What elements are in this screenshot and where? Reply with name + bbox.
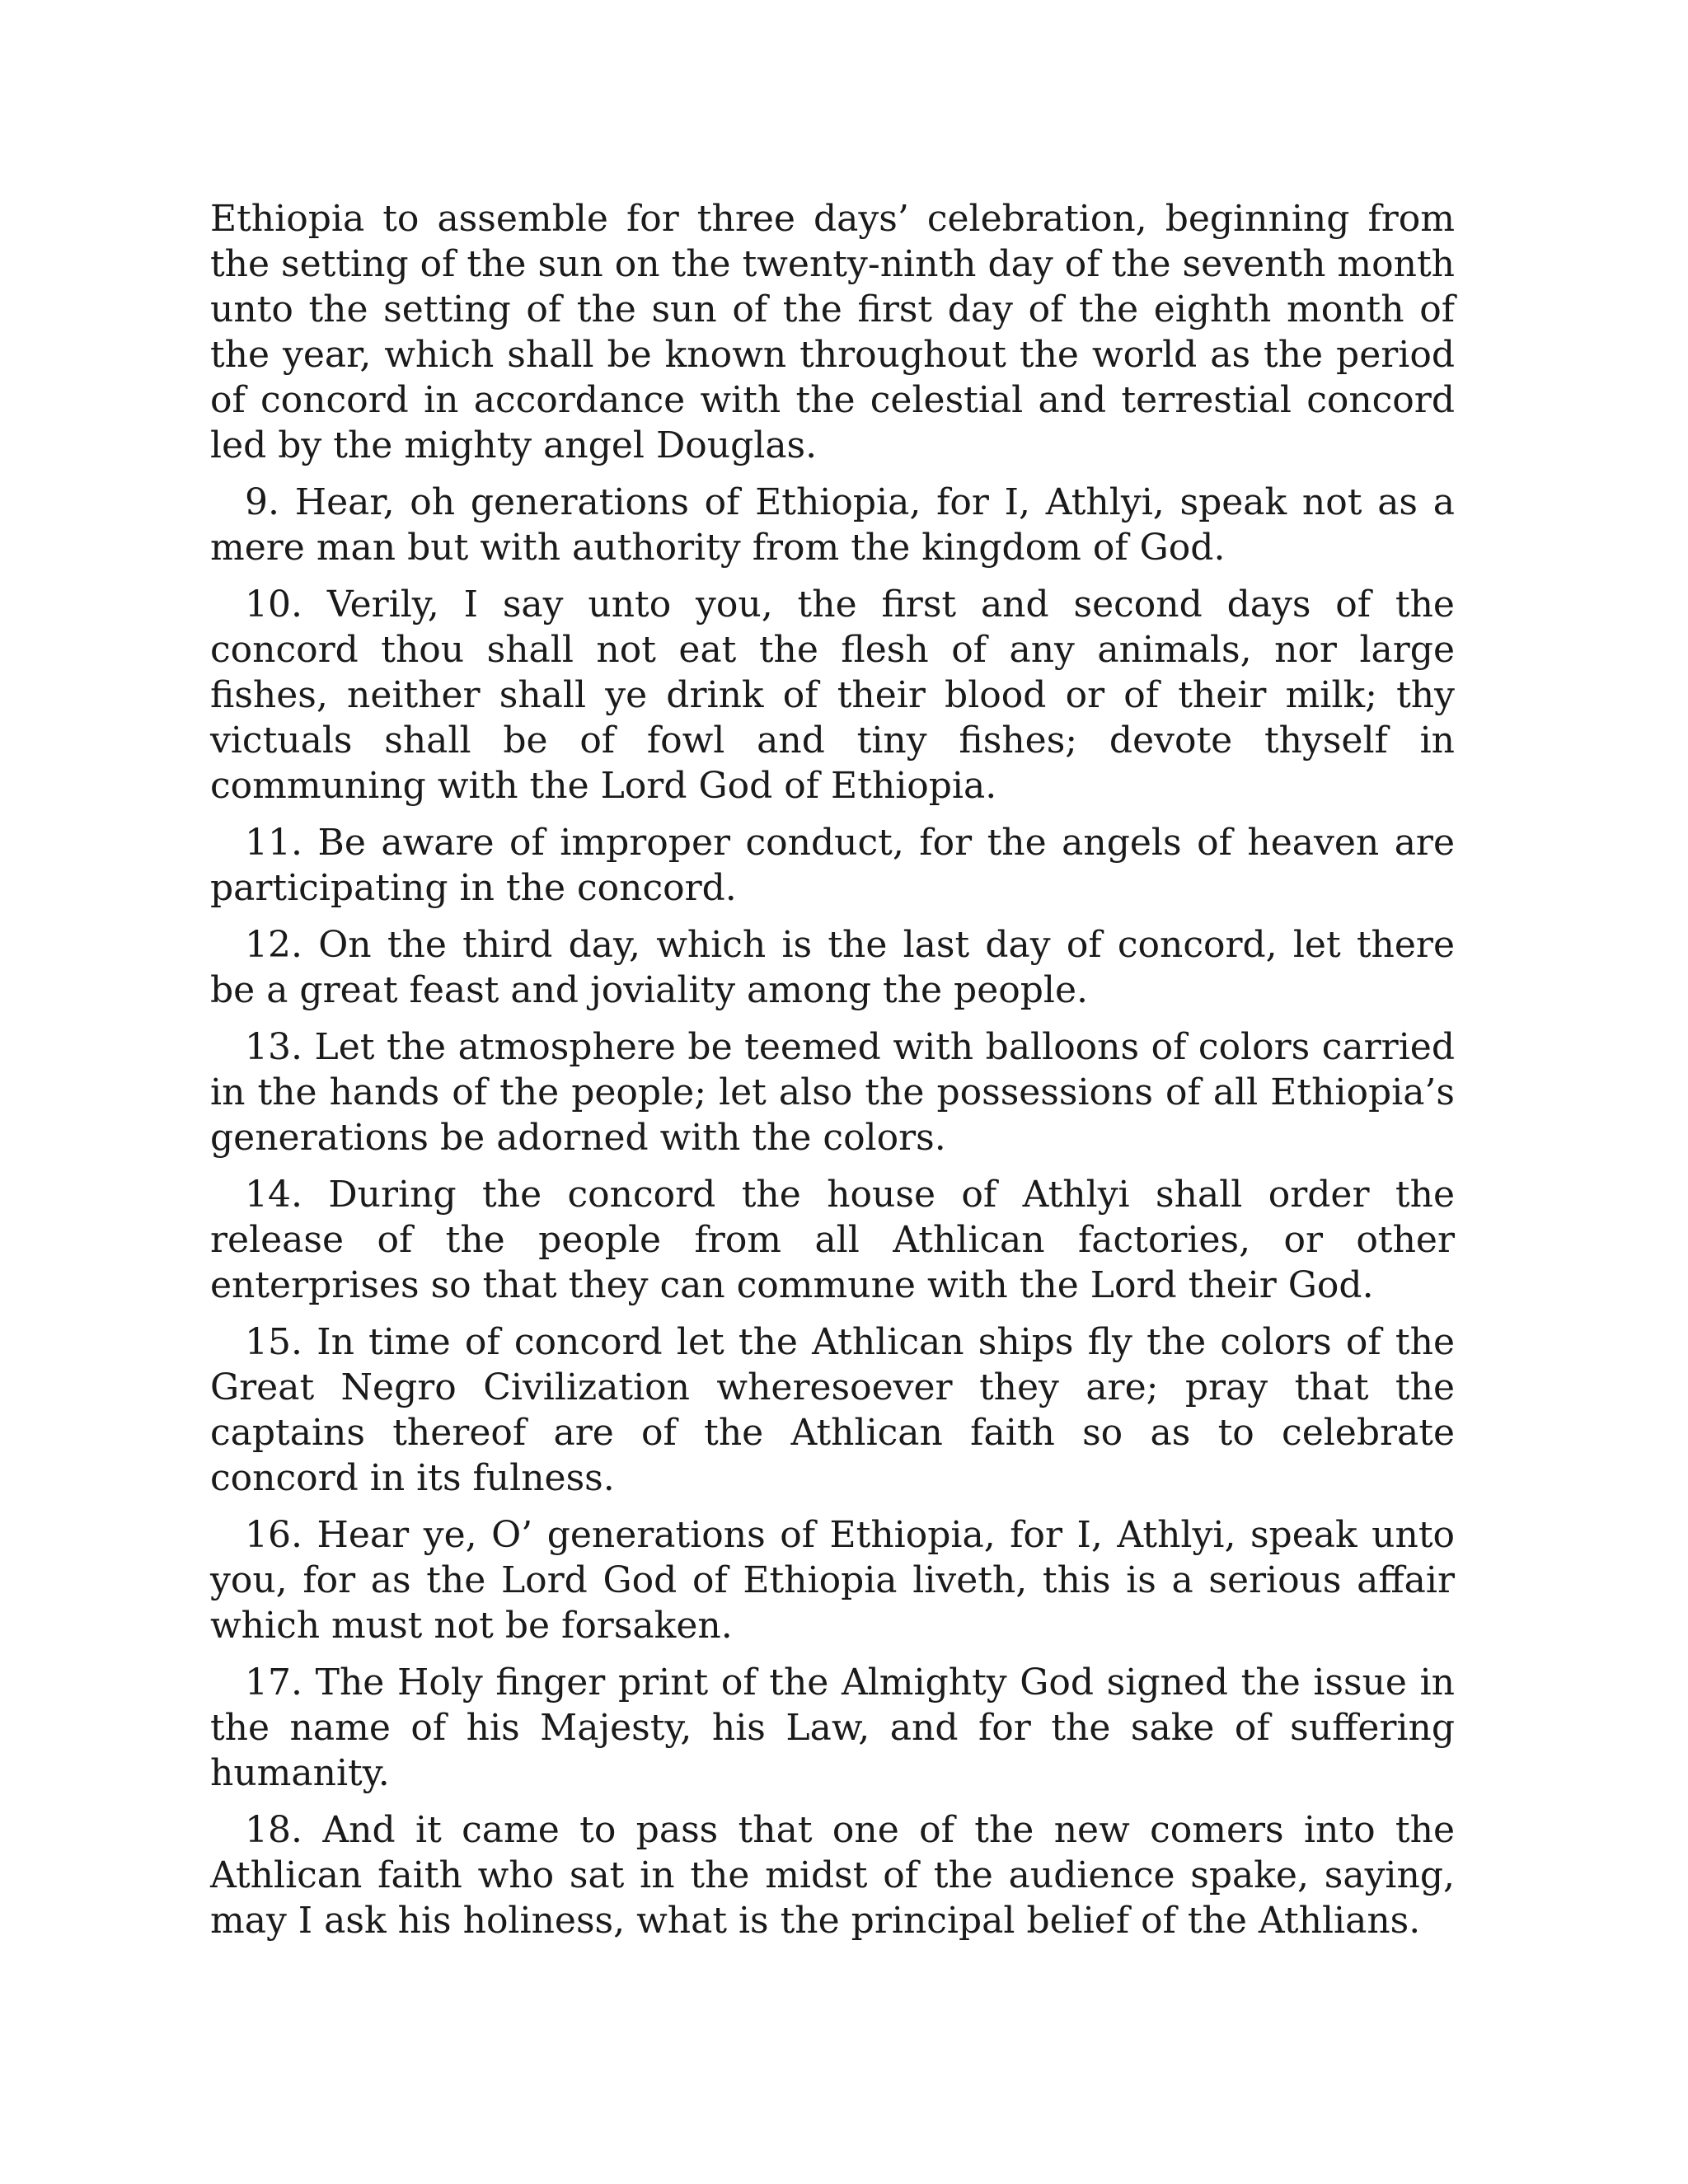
- verse-text: Verily, I say unto you, the first and second days of the concord thou shall not eat the flesh of any animals, nor large fishes, neither shall ye drink of their blood or of their milk; thy victuals shall be of fowl and tiny fishes; devote thyself in communing with the Lord God of Ethiopia.: [210, 583, 1455, 807]
- verse-text: The Holy finger print of the Almighty God signed the issue in the name of his Majesty, his Law, and for the sake of suffering humanity.: [210, 1661, 1456, 1794]
- verse-text: Hear ye, O’ generations of Ethiopia, for I, Athlyi, speak unto you, for as the Lord God of Ethiopia liveth, this is a serious affair which must not be forsaken.: [210, 1514, 1455, 1647]
- verse-number: 14.: [245, 1174, 302, 1216]
- verse-text: In time of concord let the Athlican ships fly the colors of the Great Negro Civilization wheresoever they are; pray that the captains thereof are of the Athlican faith so as to celebrate concord in its fulness.: [210, 1321, 1455, 1499]
- verse-10: [210, 582, 1455, 808]
- verse-number: 13.: [245, 1026, 302, 1068]
- verse-text: Let the atmosphere be teemed with balloons of colors carried in the hands of the people; let also the possessions of all Ethiopia’s generations be adorned with the colors.: [210, 1026, 1455, 1159]
- verse-13: [210, 1024, 1455, 1160]
- verse-text: And it came to pass that one of the new comers into the Athlican faith who sat in the midst of the audience spake, saying, may I ask his holiness, what is the principal belief of the Athlians.: [210, 1809, 1455, 1942]
- verse-11: [210, 820, 1455, 911]
- verse-9: [210, 480, 1455, 570]
- verse-text: Be aware of improper conduct, for the angels of heaven are participating in the concord.: [210, 822, 1455, 909]
- paragraph-text: Ethiopia to assemble for three days’ celebration, beginning from the setting of the sun on the twenty-ninth day of the seventh month unto the setting of the sun of the first day of the eighth month of the year, which shall be known throughout the world as the period of concord in accordance with the celestial and terrestial concord led by the mighty angel Douglas.: [210, 198, 1455, 466]
- verse-number: 15.: [245, 1321, 302, 1363]
- verse-text: During the concord the house of Athlyi shall order the release of the people from all Athlican factories, or other enterprises so that they can commune with the Lord their God.: [210, 1174, 1455, 1306]
- verse-16: [210, 1512, 1455, 1648]
- verse-15: [210, 1319, 1455, 1501]
- verse-14: [210, 1172, 1455, 1308]
- verse-18: [210, 1807, 1455, 1943]
- paragraph-continued: [210, 196, 1455, 468]
- verse-number: 18.: [245, 1809, 302, 1851]
- verse-number: 10.: [245, 583, 302, 626]
- verse-number: 11.: [245, 822, 302, 864]
- verse-number: 16.: [245, 1514, 302, 1556]
- verse-12: [210, 922, 1455, 1013]
- document-page: [210, 196, 1455, 1955]
- verse-text: On the third day, which is the last day of concord, let there be a great feast and joviality among the people.: [210, 924, 1455, 1011]
- verse-number: 9.: [245, 481, 279, 523]
- verse-number: 17.: [245, 1661, 302, 1704]
- verse-number: 12.: [245, 924, 302, 966]
- verse-text: Hear, oh generations of Ethiopia, for I, Athlyi, speak not as a mere man but with authority from the kingdom of God.: [210, 481, 1455, 569]
- verse-17: [210, 1660, 1455, 1796]
